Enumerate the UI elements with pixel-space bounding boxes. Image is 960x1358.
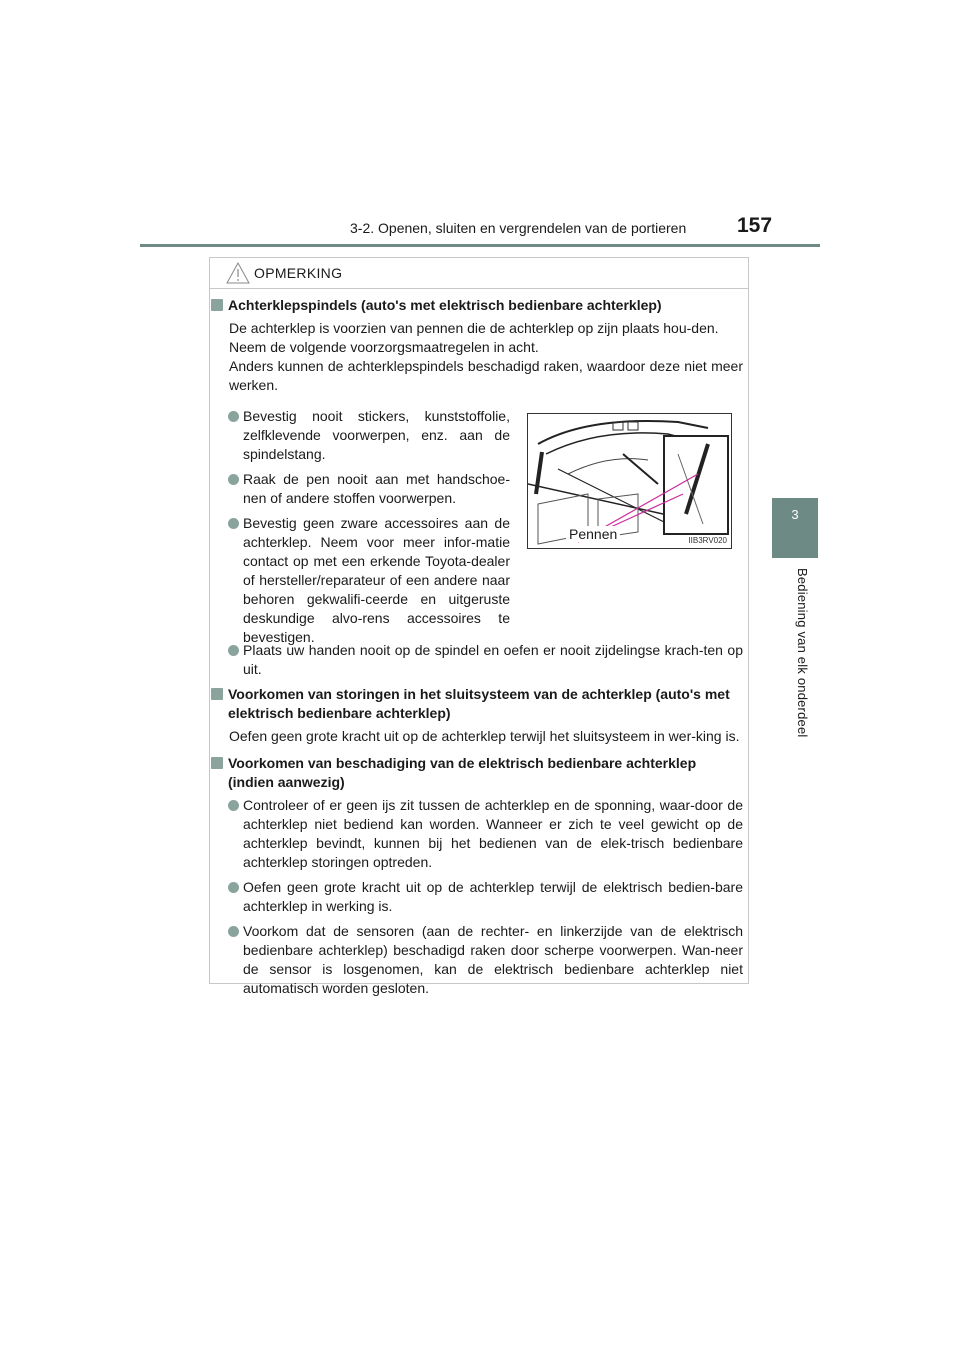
list-item: Bevestig geen zware accessoires aan de achterklep. Neem voor meer infor-matie contact op met een erkende Toyota-dealer of hersteller/reparateur of een andere naar behoren gekwalifi-ceerde en uitgeruste deskundige alvo-rens accessoires te bevestigen. xyxy=(210,514,510,647)
square-bullet-icon xyxy=(211,688,223,700)
section-heading: Voorkomen van storingen in het sluitsysteem van de achterklep (auto's met elektrisch bedienbare achterklep) xyxy=(210,685,742,723)
header-rule xyxy=(140,244,820,247)
notice-header xyxy=(210,258,748,289)
circle-bullet-icon xyxy=(228,882,239,893)
list-item: Oefen geen grote kracht uit op de achterklep terwijl de elektrisch bedien-bare achterklep in werking is. xyxy=(210,878,743,916)
circle-bullet-icon xyxy=(228,800,239,811)
figure-block xyxy=(210,407,750,645)
chapter-tab: 3 xyxy=(772,498,818,558)
circle-bullet-icon xyxy=(228,474,239,485)
chapter-title: Bediening van elk onderdeel xyxy=(795,568,810,738)
page-number: 157 xyxy=(737,214,773,237)
list-item: Bevestig nooit stickers, kunststoffolie, zelfklevende voorwerpen, enz. aan de spindelstang. xyxy=(210,407,510,464)
list-item: Voorkom dat de sensoren (aan de rechter- en linkerzijde van de elektrisch bedienbare achterklep) beschadigd raken door scherpe voorwerpen. Wan-neer de sensor is losgenomen, kan de elektrisch bedienbare achterklep niet automatisch worden gesloten. xyxy=(210,922,743,998)
circle-bullet-icon xyxy=(228,411,239,422)
figure-bullet-list xyxy=(210,407,517,653)
square-bullet-icon xyxy=(211,757,223,769)
list-item: Plaats uw handen nooit op de spindel en oefen er nooit zijdelingse krach-ten op uit. xyxy=(210,641,743,679)
figure-code: IIB3RV020 xyxy=(688,536,727,545)
paragraph: Anders kunnen de achterklepspindels beschadigd raken, waardoor deze niet meer werken. xyxy=(229,358,743,393)
list-item: Raak de pen nooit aan met handschoe-nen of andere stoffen voorwerpen. xyxy=(210,470,510,508)
running-header-section: 3-2. Openen, sluiten en vergrendelen van de portieren xyxy=(350,220,687,236)
section-heading: Achterklepspindels (auto's met elektrisch bedienbare achterklep) xyxy=(210,296,742,315)
paragraph: Oefen geen grote kracht uit op de achterklep terwijl het sluitsysteem in wer-king is. xyxy=(229,728,740,744)
circle-bullet-icon xyxy=(228,645,239,656)
tailgate-strut-illustration xyxy=(527,413,732,549)
figure-label: Pennen xyxy=(566,526,620,542)
paragraph: De achterklep is voorzien van pennen die de achterklep op zijn plaats hou-den. xyxy=(229,320,719,336)
notice-content xyxy=(210,296,750,1004)
warning-triangle-icon xyxy=(226,262,250,284)
notice-box xyxy=(209,257,749,996)
circle-bullet-icon xyxy=(228,926,239,937)
paragraph: Neem de volgende voorzorgsmaatregelen in acht. xyxy=(229,339,539,355)
section-heading: Voorkomen van beschadiging van de elektrisch bedienbare achterklep (indien aanwezig) xyxy=(210,754,742,792)
tailgate-drawing xyxy=(528,414,732,549)
square-bullet-icon xyxy=(211,299,223,311)
notice-title: OPMERKING xyxy=(254,265,343,281)
list-item: Controleer of er geen ijs zit tussen de achterklep en de sponning, waar-door de achterklep niet bediend kan worden. Wanneer er zich te veel gewicht op de achterklep bevindt, kunnen bij het bedienen van de elek-trisch bedienbare achterklep storingen optreden. xyxy=(210,796,743,872)
circle-bullet-icon xyxy=(228,518,239,529)
